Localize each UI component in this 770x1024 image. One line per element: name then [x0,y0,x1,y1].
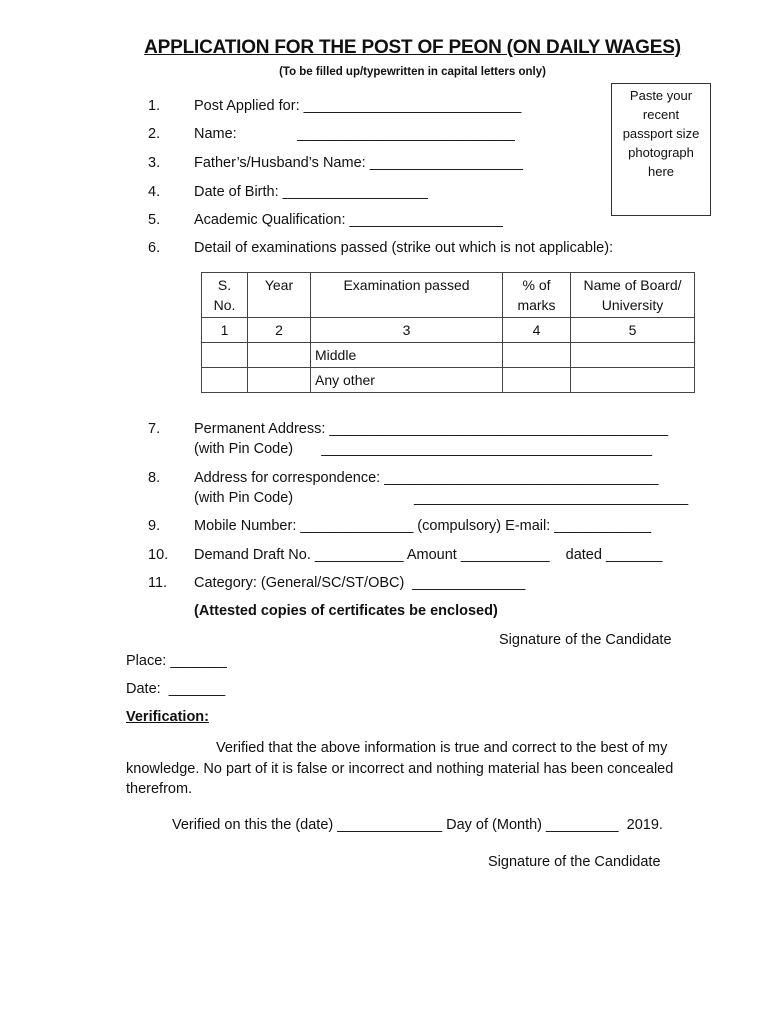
item-number: 1. [148,98,161,114]
post-applied-field[interactable]: Post Applied for: ___________________________ [194,98,522,114]
item-number: 7. [148,421,161,437]
item-number: 3. [148,155,161,171]
table-cell[interactable] [202,343,248,368]
table-header: Name of Board/ University [571,273,695,318]
verification-text: Verified that the above information is true and correct to the best of my knowledge. No part of it is false or incorrect and nothing material has been concealed therefrom. [126,740,674,797]
date-of-birth-field[interactable]: Date of Birth: __________________ [194,184,428,200]
photo-box-line: recent [642,107,680,122]
column-number: 3 [311,318,503,343]
item-number: 4. [148,184,161,200]
academic-qualification-field[interactable]: Academic Qualification: ___________________ [194,212,503,228]
table-number-row [202,318,695,343]
item-number: 11. [148,575,168,591]
name-field[interactable]: Name: ___________________________ [194,126,515,142]
column-number: 4 [503,318,571,343]
column-number: 2 [248,318,311,343]
column-number: 1 [202,318,248,343]
table-header-row [202,273,695,318]
table-header: Examination passed [311,273,503,318]
father-husband-name-field[interactable]: Father’s/Husband’s Name: ___________________ [194,155,523,171]
verified-on-field[interactable]: Verified on this the (date) _____________ Day of (Month) _________ 2019. [172,817,663,833]
item-number: 2. [148,126,161,142]
demand-draft-field[interactable]: Demand Draft No. ___________ Amount ___________ dated _______ [194,547,663,563]
item-number: 6. [148,240,161,256]
date-field[interactable]: Date: _______ [126,681,226,697]
correspondence-address-pin-field[interactable]: (with Pin Code) __________________________________ [194,490,689,506]
table-header: S. No. [202,273,248,318]
permanent-address-field[interactable]: Permanent Address: __________________________________________ [194,421,669,437]
table-header: Year [248,273,311,318]
table-cell[interactable] [503,368,571,393]
photo-box [611,83,711,216]
form-subtitle: (To be filled up/typewritten in capital letters only) [279,66,546,78]
table-cell[interactable] [571,368,695,393]
item-number: 10. [148,547,169,563]
examinations-label: Detail of examinations passed (strike out which is not applicable): [194,240,614,256]
table-cell[interactable] [571,343,695,368]
table-cell-exam: Middle [311,343,503,368]
table-cell[interactable] [202,368,248,393]
examinations-table [201,272,695,393]
mobile-email-field[interactable]: Mobile Number: ______________ (compulsory) E-mail: ____________ [194,518,652,534]
place-field[interactable]: Place: _______ [126,653,227,669]
table-header: % of marks [503,273,571,318]
permanent-address-pin-field[interactable]: (with Pin Code) _________________________________________ [194,441,652,457]
item-number: 8. [148,470,161,486]
form-title: APPLICATION FOR THE POST OF PEON (ON DAILY WAGES) [144,37,681,58]
table-cell-exam: Any other [311,368,503,393]
photo-box-line: passport size [622,126,700,141]
table-row [202,343,695,368]
correspondence-address-field[interactable]: Address for correspondence: __________________________________ [194,470,659,486]
signature-label: Signature of the Candidate [499,632,672,648]
photo-box-line: here [647,164,675,179]
table-row [202,368,695,393]
table-cell[interactable] [503,343,571,368]
column-number: 5 [571,318,695,343]
signature-label: Signature of the Candidate [488,854,661,870]
verification-heading: Verification: [126,709,209,725]
photo-box-line: Paste your [629,88,693,103]
table-cell[interactable] [248,368,311,393]
attested-note: (Attested copies of certificates be enclosed) [194,603,498,619]
photo-box-line: photograph [628,145,694,160]
item-number: 9. [148,518,161,534]
item-number: 5. [148,212,161,228]
category-field[interactable]: Category: (General/SC/ST/OBC) ______________ [194,575,526,591]
table-cell[interactable] [248,343,311,368]
